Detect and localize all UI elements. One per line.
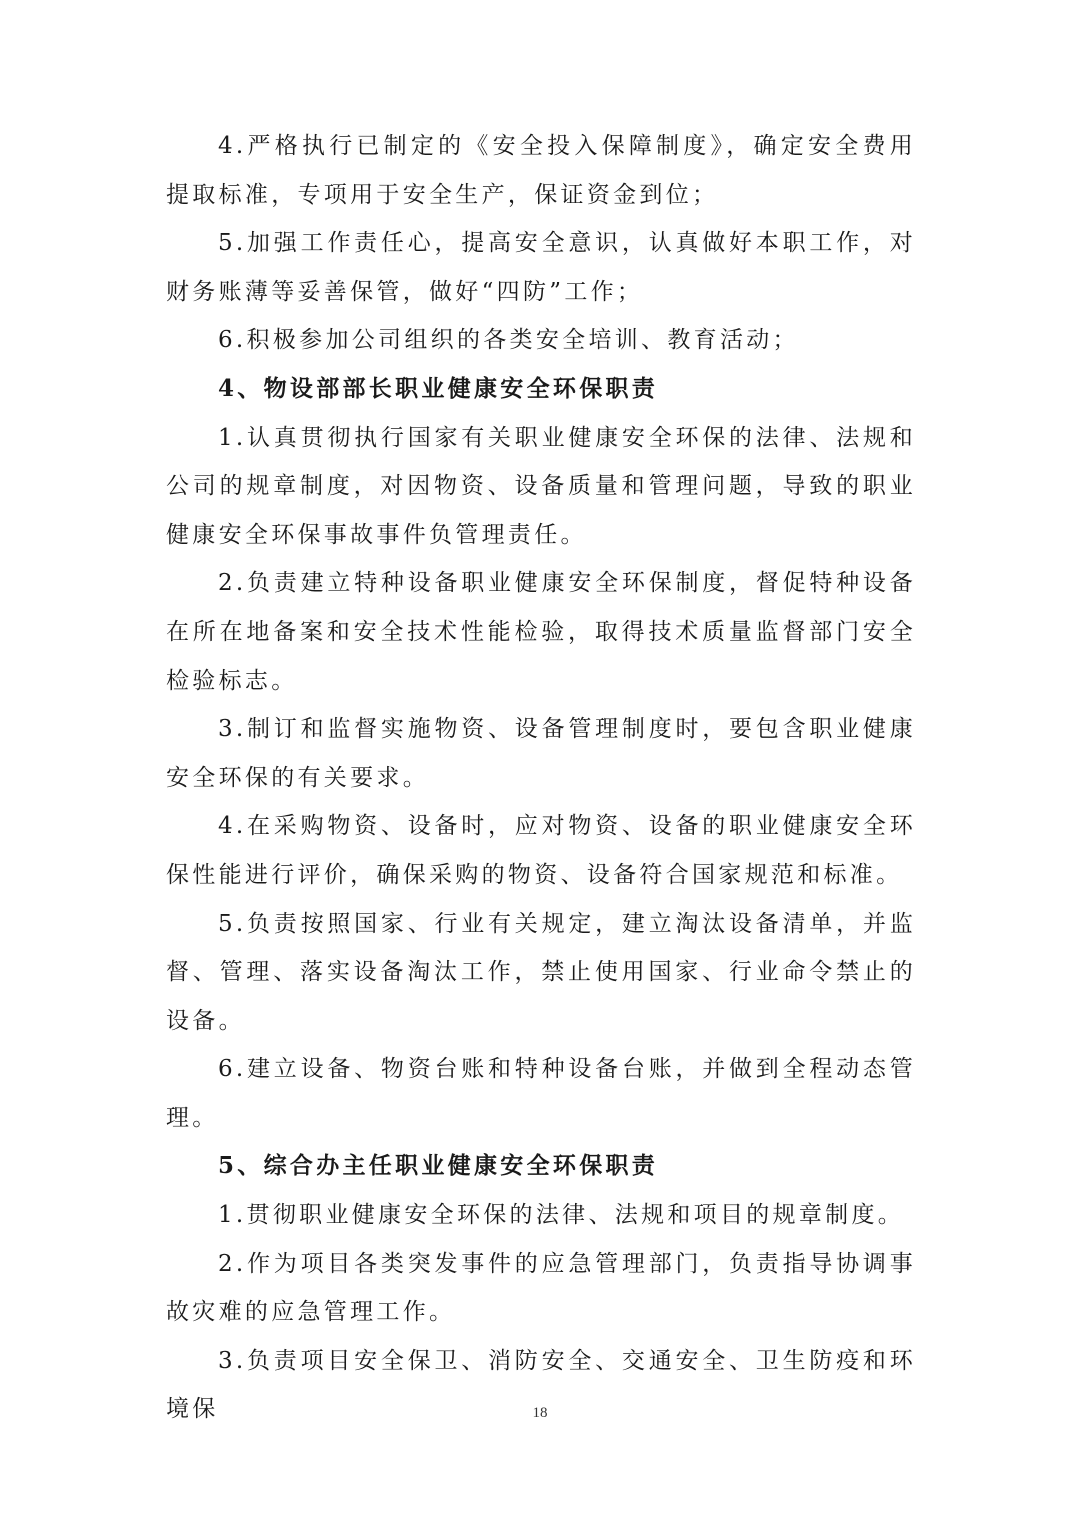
paragraph-1: 4.严格执行已制定的《安全投入保障制度》，确定安全费用提取标准，专项用于安全生产，保证资金到位； [166,133,916,208]
paragraph-14: 3.负责项目安全保卫、消防安全、交通安全、卫生防疫和环境保 [166,1347,916,1423]
section-heading-4: 4、物设部部长职业健康安全环保职责 [218,374,659,402]
document-body [166,122,916,1434]
paragraph-5: 1.认真贯彻执行国家有关职业健康安全环保的法律、法规和公司的规章制度，对因物资、设备质量和管理问题，导致的职业健康安全环保事故事件负管理责任。 [166,424,916,548]
section-heading-5: 5、综合办主任职业健康安全环保职责 [218,1152,659,1180]
paragraph-13: 2.作为项目各类突发事件的应急管理部门，负责指导协调事故灾难的应急管理工作。 [166,1250,916,1326]
paragraph-7: 3.制订和监督实施物资、设备管理制度时，要包含职业健康安全环保的有关要求。 [166,716,916,791]
paragraph-6: 2.负责建立特种设备职业健康安全环保制度，督促特种设备在所在地备案和安全技术性能检验，取得技术质量监督部门安全检验标志。 [166,570,916,694]
paragraph-3: 6.积极参加公司组织的各类安全培训、教育活动； [218,327,799,354]
paragraph-8: 4.在采购物资、设备时，应对物资、设备的职业健康安全环保性能进行评价，确保采购的物资、设备符合国家规范和标准。 [166,813,916,888]
paragraph-2: 5.加强工作责任心，提高安全意识，认真做好本职工作，对财务账薄等妥善保管，做好“四防”工作； [166,230,916,305]
paragraph-12: 1.贯彻职业健康安全环保的法律、法规和项目的规章制度。 [218,1202,905,1229]
paragraph-10: 6.建立设备、物资台账和特种设备台账，并做到全程动态管理。 [166,1056,916,1131]
paragraph-9: 5.负责按照国家、行业有关规定，建立淘汰设备清单，并监督、管理、落实设备淘汰工作，禁止使用国家、行业命令禁止的设备。 [166,910,916,1034]
page-number: 18 [532,1405,548,1421]
